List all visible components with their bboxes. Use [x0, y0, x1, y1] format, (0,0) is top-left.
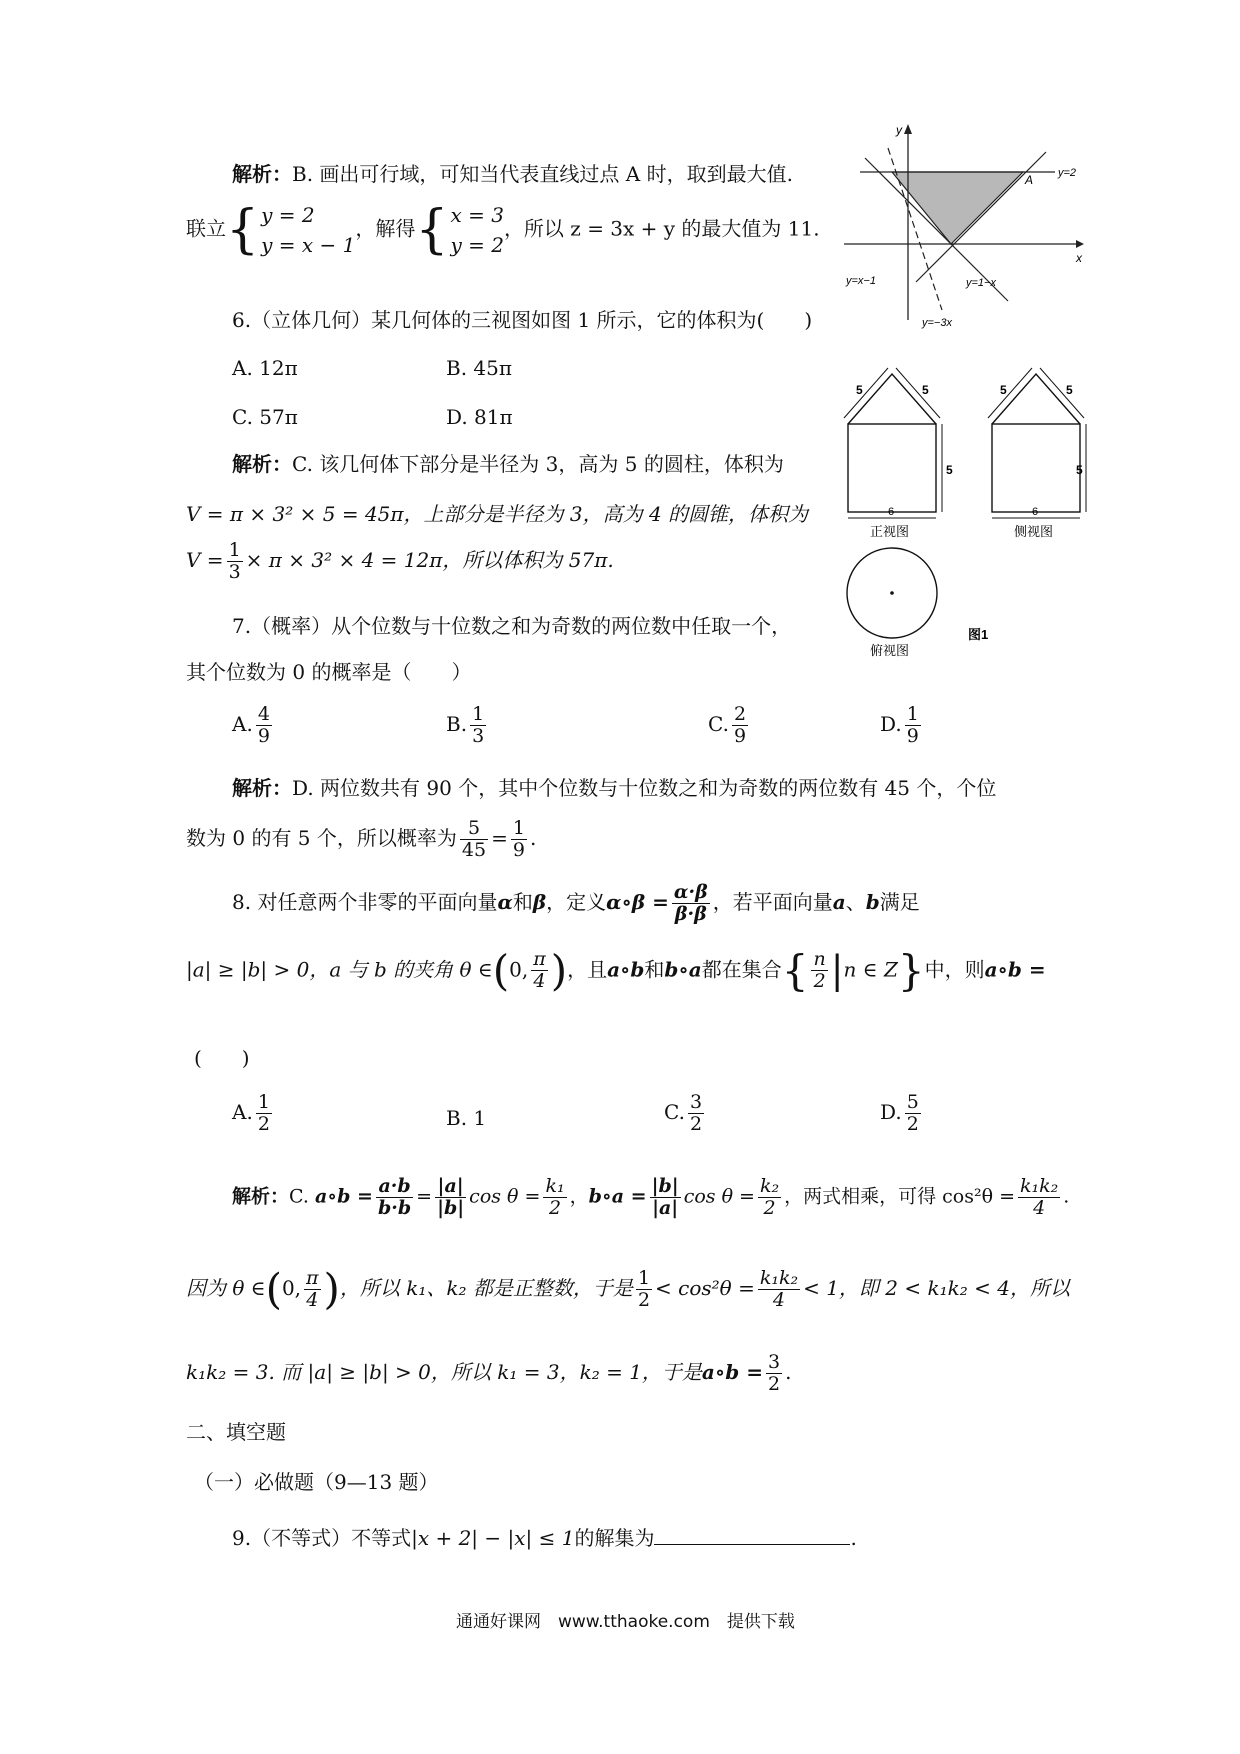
denominator: 4 — [533, 970, 546, 993]
paren: ) — [550, 945, 568, 995]
numerator: 3 — [689, 1091, 703, 1113]
numerator: k₁k₂ — [759, 1267, 799, 1289]
text: cos θ = — [683, 1185, 755, 1208]
label: A. — [232, 711, 253, 736]
shaded-region — [892, 172, 1023, 244]
denominator: 45 — [461, 838, 487, 861]
point-a-label: A — [1025, 173, 1034, 187]
text: 9.（不等式）不等式 — [232, 1526, 412, 1550]
vector-a: a — [832, 889, 846, 914]
x-axis-label: x — [1076, 251, 1082, 265]
text: ，且 — [567, 957, 608, 982]
denominator: β·β — [674, 902, 707, 925]
line-y3x-label: y=−3x — [922, 317, 952, 329]
numerator: |a| — [435, 1176, 466, 1198]
text: 、 — [845, 889, 866, 914]
figure-caption: 图1 — [968, 627, 989, 642]
text: 8. 对任意两个非零的平面向量 — [232, 889, 498, 914]
s5-line2 — [186, 200, 820, 260]
numerator: 1 — [512, 817, 525, 839]
label: B. — [446, 711, 468, 736]
fraction — [435, 1176, 466, 1219]
denominator: 2 — [257, 1112, 270, 1135]
fraction — [256, 1092, 272, 1135]
y-axis-label: y — [896, 123, 902, 137]
expr: b∘a — [664, 957, 702, 982]
text: ，若平面向量 — [712, 889, 833, 914]
text: 数为 0 的有 5 个，所以概率为 — [186, 825, 457, 850]
system-2 — [450, 200, 504, 260]
section-title: 二、填空题 — [186, 1420, 286, 1444]
fraction — [256, 704, 272, 747]
text: 满足 — [879, 889, 920, 914]
q8-option-d — [880, 1092, 924, 1135]
denominator: 2 — [906, 1112, 919, 1135]
text: 和 — [512, 889, 533, 914]
text: b∘a = — [588, 1185, 647, 1208]
line-y2-label: y=2 — [1058, 167, 1077, 179]
text: ，定义 — [546, 889, 607, 914]
paren: ) — [323, 1264, 340, 1314]
numerator: k₁k₂ — [1020, 1175, 1059, 1197]
answer-blank[interactable] — [654, 1526, 850, 1545]
text: |a| ≥ |b| > 0，a 与 b 的夹角 θ ∈ — [186, 957, 493, 982]
q8-option-c — [664, 1092, 707, 1135]
fraction — [304, 1268, 321, 1311]
paren: ( — [265, 1264, 282, 1314]
side-view — [988, 368, 1086, 539]
sys-row: y = 2 — [450, 233, 504, 257]
q8-option-a — [232, 1092, 275, 1135]
brace: { — [226, 200, 260, 260]
expr: |x + 2| − |x| ≤ 1 — [411, 1526, 575, 1550]
sys-row: x = 3 — [450, 203, 504, 227]
text: 的解集为 — [574, 1526, 655, 1550]
dim-label: 6 — [888, 506, 895, 518]
text: . — [850, 1526, 857, 1550]
numerator: n — [813, 948, 826, 971]
numerator: 1 — [257, 1091, 270, 1113]
vector-beta: β — [532, 889, 547, 914]
fraction — [1018, 1176, 1060, 1219]
front-view-label: 正视图 — [870, 524, 910, 539]
denominator: b·b — [377, 1196, 412, 1219]
q7-stem-2: 其个位数为 0 的概率是（ ） — [186, 660, 472, 684]
denominator: 9 — [906, 724, 919, 747]
q7-option-a — [232, 704, 275, 747]
text: ，解得 — [355, 216, 416, 241]
denominator: 2 — [813, 970, 826, 993]
q8-line-2 — [186, 945, 1046, 995]
text: 因为 θ ∈ — [186, 1275, 266, 1300]
label: C. — [708, 711, 729, 736]
denominator: 2 — [763, 1196, 776, 1219]
dim-label: 5 — [1076, 463, 1083, 477]
text: 和 — [644, 957, 665, 982]
fraction — [732, 704, 748, 747]
q6-solution-2: V = π × 3² × 5 = 45π，上部分是半径为 3，高为 4 的圆锥，体积为 — [186, 502, 809, 526]
text: × π × 3² × 4 = 12π，所以体积为 57π. — [245, 547, 614, 572]
fraction — [905, 1092, 921, 1135]
numerator: 2 — [733, 703, 747, 725]
denominator: 2 — [548, 1196, 562, 1219]
q6-option-b: B. 45π — [446, 356, 513, 380]
text: C. 该几何体下部分是半径为 3，高为 5 的圆柱，体积为 — [292, 452, 784, 476]
sys-row: y = 2 — [261, 203, 315, 227]
brace: { — [781, 945, 809, 995]
fraction — [672, 882, 710, 925]
label: D. — [880, 711, 902, 736]
text: < 1，即 2 < k₁k₂ < 4，所以 — [803, 1275, 1070, 1300]
q8-paren: ( ) — [194, 1046, 250, 1070]
text: a∘b = — [984, 957, 1046, 982]
q6-option-c: C. 57π — [232, 405, 298, 429]
definition: α∘β = — [606, 889, 669, 914]
fraction — [227, 540, 243, 583]
denominator: 9 — [512, 838, 525, 861]
q8-option-b: B. 1 — [446, 1106, 487, 1130]
denominator: 4 — [306, 1288, 319, 1311]
fraction — [511, 818, 527, 861]
dim-label: 5 — [946, 463, 953, 477]
feasible-region-graph — [840, 120, 1090, 335]
label: D. — [880, 1099, 902, 1124]
text: . — [785, 1359, 792, 1384]
q6-solution-3 — [186, 540, 614, 583]
top-view — [847, 548, 988, 658]
s8-line-2 — [186, 1264, 1070, 1314]
numerator: 4 — [257, 703, 270, 725]
numerator: 5 — [906, 1091, 919, 1113]
fraction — [905, 704, 921, 747]
numerator: k₂ — [759, 1175, 780, 1197]
numerator: 3 — [767, 1351, 781, 1373]
denominator: 9 — [733, 724, 747, 747]
denominator: 2 — [637, 1288, 651, 1311]
fraction — [531, 949, 548, 992]
text: 都在集合 — [701, 957, 782, 982]
bar: | — [830, 948, 844, 992]
text: n ∈ Z — [843, 957, 898, 982]
text: ， — [569, 1185, 589, 1208]
q6-option-d: D. 81π — [446, 405, 513, 429]
denominator: 4 — [1033, 1196, 1046, 1219]
q7-solution-2: 数为 0 的有 5 个，所以概率为 $\frac{5}{45}$ = $\frac{1}{9}$ . — [186, 817, 537, 861]
q7-option-d — [880, 704, 924, 747]
line-yx1-label: y=x−1 — [846, 275, 876, 287]
fraction — [636, 1268, 652, 1311]
fraction — [688, 1092, 704, 1135]
fraction — [470, 704, 486, 747]
fraction — [758, 1268, 800, 1311]
vector-b: b — [865, 889, 880, 914]
fraction — [376, 1176, 413, 1219]
section-subtitle: （一）必做题（9—13 题） — [194, 1470, 439, 1494]
text: < cos²θ = — [655, 1275, 755, 1300]
fraction — [460, 818, 488, 861]
fraction — [766, 1352, 782, 1395]
q7-option-b — [446, 704, 489, 747]
numerator: |b| — [651, 1175, 679, 1197]
page-footer: 通通好课网 www.tthaoke.com 提供下载 — [456, 1612, 795, 1632]
system-1 — [261, 200, 355, 260]
text: ，所以 k₁、k₂ 都是正整数，于是 — [339, 1275, 633, 1300]
front-view — [844, 368, 953, 539]
numerator: a·b — [376, 1176, 413, 1198]
text: cos θ = — [469, 1185, 541, 1208]
numerator: α·β — [673, 881, 708, 903]
s5-text: B. 画出可行域，可知当代表直线过点 A 时，取到最大值. — [292, 162, 793, 186]
brace: { — [415, 200, 449, 260]
denominator: |b| — [437, 1196, 465, 1219]
s5-line1 — [232, 162, 793, 186]
text: . — [1063, 1185, 1070, 1208]
denominator: 4 — [772, 1288, 785, 1311]
numerator: 1 — [228, 539, 241, 561]
text: ，所以 z = 3x + y 的最大值为 11. — [503, 216, 820, 241]
denominator: 3 — [472, 724, 485, 747]
text: 0, — [281, 1275, 302, 1300]
numerator: 1 — [906, 703, 919, 725]
text: a∘b = — [314, 1185, 373, 1208]
numerator: 5 — [460, 818, 488, 840]
numerator: π — [533, 948, 546, 971]
denominator: 9 — [257, 724, 270, 747]
text: 联立 — [186, 216, 226, 241]
sys-row: y = x − 1 — [261, 233, 356, 257]
denominator: 2 — [767, 1372, 781, 1395]
s8-line-1: 解析：C. a∘b = $\frac{a\cdot b}{b\cdot b}$ = $\frac{|a|}{|b|}$ cos θ = $\frac{\text{k₁}}{2}$ ，b∘a = $\frac{|b|}{|a|}$ cos θ = $\frac{\text{k₂}}{2}$ ，两式相乘，可得 cos²θ = $\frac{\text{k₁k₂}}{4}$ . — [232, 1175, 1070, 1219]
dim-label: 5 — [1000, 383, 1007, 397]
text: C. — [289, 1185, 309, 1208]
fraction — [543, 1176, 566, 1219]
text: D. 两位数共有 90 个，其中个位数与十位数之和为奇数的两位数有 45 个，个位 — [292, 776, 997, 800]
text: k₁k₂ = 3. 而 |a| ≥ |b| > 0，所以 k₁ = 3，k₂ = 1，于是 — [186, 1359, 702, 1384]
numerator: k₁ — [545, 1175, 565, 1197]
analysis-label: 解析： — [232, 452, 292, 476]
numerator: 1 — [637, 1267, 651, 1289]
top-view-label: 俯视图 — [870, 643, 910, 658]
side-view-label: 侧视图 — [1014, 524, 1054, 539]
numerator: π — [306, 1267, 319, 1289]
q7-option-c — [708, 704, 751, 747]
text: 中，则 — [924, 957, 985, 982]
vector-alpha: α — [497, 889, 513, 914]
q9-line — [232, 1526, 857, 1550]
brace: } — [897, 945, 925, 995]
q7-solution-1 — [232, 776, 996, 800]
s8-line-3 — [186, 1352, 791, 1395]
three-view-figure — [838, 352, 1098, 662]
dim-label: 5 — [922, 383, 929, 397]
denominator: 3 — [228, 560, 241, 583]
q7-stem-1: 7.（概率）从个位数与十位数之和为奇数的两位数中任取一个， — [232, 614, 792, 638]
fraction — [811, 949, 827, 992]
q6-option-a: A. 12π — [232, 356, 298, 380]
dim-label: 5 — [1066, 383, 1073, 397]
q6-solution-1 — [232, 452, 784, 476]
text: a∘b = — [701, 1359, 763, 1384]
denominator: |a| — [652, 1196, 679, 1219]
analysis-label: 解析： — [232, 162, 292, 186]
y-arrow — [904, 124, 912, 134]
fraction — [650, 1176, 681, 1219]
analysis-label: 解析： — [232, 776, 292, 800]
text: V = — [186, 547, 224, 572]
denominator: 2 — [689, 1112, 703, 1135]
expr: a∘b — [607, 957, 645, 982]
text: 0, — [509, 957, 529, 982]
paren: ( — [492, 945, 510, 995]
label: C. — [664, 1099, 685, 1124]
x-arrow — [1076, 240, 1084, 248]
q8-line-1 — [232, 882, 920, 925]
q6-stem: 6.（立体几何）某几何体的三视图如图 1 所示，它的体积为( ) — [232, 308, 813, 332]
dim-label: 6 — [1032, 506, 1039, 518]
analysis-label: 解析： — [232, 1185, 290, 1208]
label: A. — [232, 1099, 253, 1124]
line-y1x-label: y=1−x — [966, 277, 996, 289]
fraction — [758, 1176, 781, 1219]
dim-label: 5 — [856, 383, 863, 397]
numerator: 1 — [472, 703, 485, 725]
text: ，两式相乘，可得 cos²θ = — [784, 1185, 1016, 1208]
